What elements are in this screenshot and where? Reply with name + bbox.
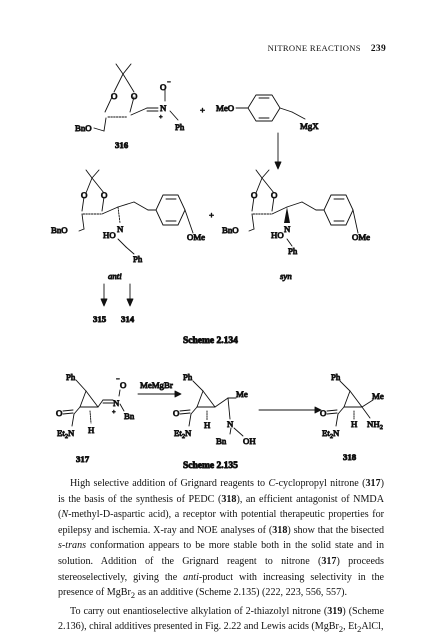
compound-318: 318 <box>343 452 357 462</box>
compound-315: 315 <box>93 314 107 324</box>
atom-o: O <box>111 91 118 101</box>
atom-ome: OMe <box>187 232 206 242</box>
atom-n: N <box>227 419 234 429</box>
atom-o-minus: O <box>160 82 167 92</box>
paragraph: High selective addition of Grignard reagents to C-cyclopropyl nitrone (317) is the basis of the synthesis of PEDC (318), an efficient antagonist of NMDA (N-methyl-D-aspartic acid), a receptor with potential therapeutic properties for epilepsy and ischemia. X-ray and NOE analyses of (318) show that the bisected s-trans conformation appears to be more stable both in the solid state and in solution. Addition of the Grignard reagent to nitrone (317) proceeds stereoselectively, giving the anti-product with increasing selectivity in the presence of MgBr$_2$ as an additive (Scheme 2.135) (222, 223, 556, 557). <box>58 478 385 601</box>
reaction-arrow-right <box>138 391 181 397</box>
atom-h: H <box>351 419 358 429</box>
atom-oh: OH <box>243 436 256 446</box>
atom-n: N <box>160 103 167 113</box>
atom-o: O <box>81 190 88 200</box>
atom-bno: BnO <box>51 225 68 235</box>
group-mgx: MgX <box>300 121 319 131</box>
syn-product-structure <box>249 170 358 246</box>
atom-bno: BnO <box>222 225 239 235</box>
atom-me: Me <box>236 389 248 399</box>
atom-h: H <box>204 420 211 430</box>
atom-o: O <box>320 408 327 418</box>
atom-ho: HO <box>271 230 284 240</box>
grignard-reagent-structure <box>236 95 305 121</box>
atom-o: O <box>173 408 180 418</box>
atom-ph: Ph <box>66 372 76 382</box>
atom-bn: Bn <box>216 436 227 446</box>
running-title: NITRONE REACTIONS <box>267 43 361 53</box>
atom-o: O <box>271 190 278 200</box>
atom-n: N <box>117 224 124 234</box>
scheme-2135-caption: Scheme 2.135 <box>183 461 238 470</box>
atom-bno: BnO <box>75 123 92 133</box>
compound-314: 314 <box>121 314 135 324</box>
page-number: 239 <box>370 44 386 54</box>
paragraph: To carry out enantioselective alkylation of 2-thiazolyl nitrone (319) (Scheme 2.136), chiral additives presented in Fig. 2.22 and Lewis acids (MgBr$_2$, $Et_2AlCl$, <box>58 605 385 635</box>
charge-minus: − <box>116 376 120 383</box>
atom-me: Me <box>372 391 384 401</box>
compound-316: 316 <box>115 140 129 150</box>
atom-et2n: $Et_2N$ <box>174 428 192 440</box>
atom-o: O <box>120 380 127 390</box>
atom-ph: Ph <box>133 254 143 264</box>
reagent-memgbr: MeMgBr <box>140 380 173 390</box>
atom-ph: Ph <box>288 246 298 256</box>
atom-ph: Ph <box>183 372 193 382</box>
anti-label: anti <box>108 271 122 281</box>
atom-bn: Bn <box>124 411 135 421</box>
atom-o: O <box>56 408 63 418</box>
compound-317: 317 <box>76 454 90 464</box>
product-arrows <box>101 284 133 306</box>
atom-o: O <box>251 190 258 200</box>
reaction-arrow-right <box>259 407 321 413</box>
atom-ph: Ph <box>175 122 185 132</box>
atom-n: N <box>113 398 120 408</box>
atom-h: H <box>88 425 95 435</box>
atom-o: O <box>101 190 108 200</box>
atom-et2n: $Et_2N$ <box>57 428 75 440</box>
atom-ho: HO <box>103 230 116 240</box>
atom-et2n: $Et_2N$ <box>322 428 340 440</box>
charge-plus: + <box>112 409 116 416</box>
scheme-2134-caption: Scheme 2.134 <box>183 336 238 346</box>
charge-minus: − <box>167 79 171 86</box>
body-text <box>58 476 384 638</box>
charge-plus: + <box>159 114 163 121</box>
plus-sign: + <box>209 210 214 220</box>
group-meo: MeO <box>216 103 235 113</box>
atom-o: O <box>131 91 138 101</box>
reaction-arrow-down <box>275 133 281 169</box>
atom-ome: OMe <box>352 232 371 242</box>
atom-nh2: $NH_2$ <box>367 419 383 431</box>
syn-label: syn <box>280 271 292 281</box>
plus-sign: + <box>200 105 205 115</box>
anti-product-structure <box>79 170 193 254</box>
atom-n: N <box>284 224 291 234</box>
atom-ph: Ph <box>331 372 341 382</box>
